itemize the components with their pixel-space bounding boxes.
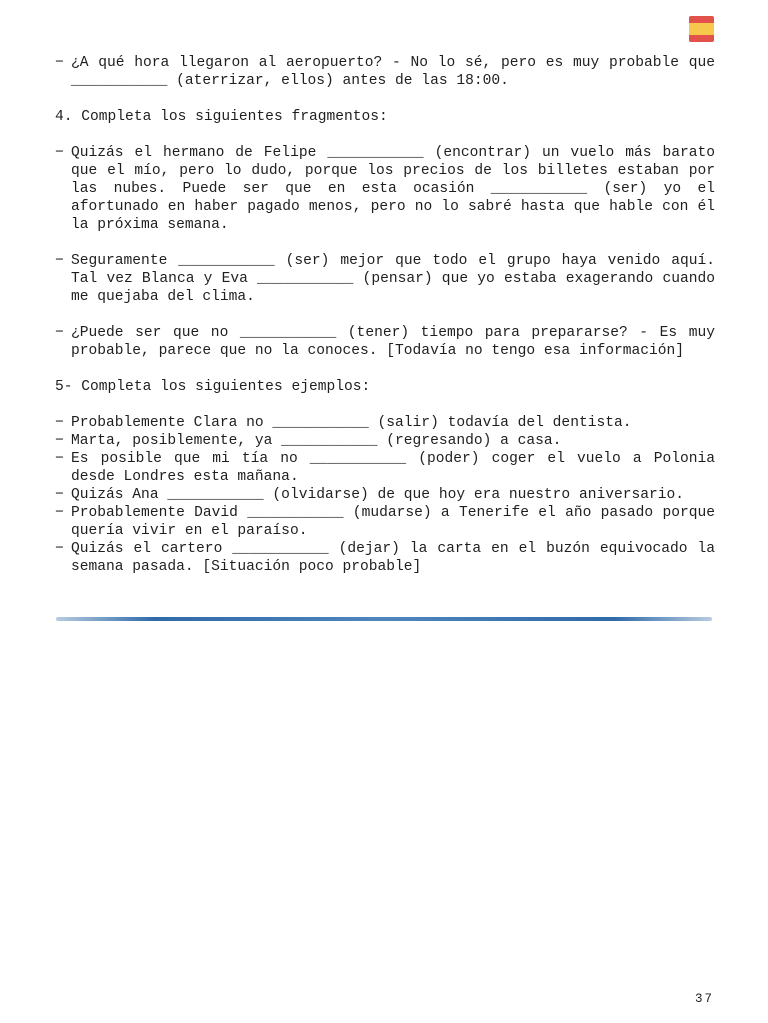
spacer — [55, 126, 715, 144]
section-5-heading: 5- Completa los siguientes ejemplos: — [55, 379, 371, 395]
bullet-dash: − — [55, 505, 64, 521]
exercise-item — [55, 486, 715, 504]
decorative-divider-rule — [56, 617, 712, 621]
exercise-text: Quizás el hermano de Felipe ___________ (encontrar) un vuelo más barato que el mío, pero lo dudo, porque los precios de los billetes estaban por las nubes. Puede ser que en esta ocasión ___________ (ser) yo el afortunado en haber pagado menos, pero no lo sabré hasta que hable con él la próxima semana. — [71, 145, 715, 233]
bullet-dash: − — [55, 541, 64, 557]
exercise-item — [55, 144, 715, 234]
logo-yellow-band — [689, 23, 714, 35]
bullet-dash: − — [55, 433, 64, 449]
section-4-heading: 4. Completa los siguientes fragmentos: — [55, 109, 388, 125]
bullet-dash: − — [55, 415, 64, 431]
exercise-text: ¿A qué hora llegaron al aeropuerto? - No lo sé, pero es muy probable que ___________ (aterrizar, ellos) antes de las 18:00. — [71, 55, 715, 89]
spacer — [55, 90, 715, 108]
bullet-dash: − — [55, 55, 64, 71]
exercise-item — [55, 252, 715, 306]
bullet-dash: − — [55, 487, 64, 503]
exercise-item — [55, 432, 715, 450]
exercise-text: Probablemente David ___________ (mudarse) a Tenerife el año pasado porque quería vivir en el paraíso. — [71, 505, 715, 539]
bullet-dash: − — [55, 325, 64, 341]
exercise-item — [55, 450, 715, 486]
bullet-dash: − — [55, 451, 64, 467]
spacer — [55, 360, 715, 378]
worksheet-content — [55, 54, 715, 576]
exercise-item — [55, 54, 715, 90]
exercise-text: Es posible que mi tía no ___________ (poder) coger el vuelo a Polonia desde Londres esta mañana. — [71, 451, 715, 485]
logo-red-band-bottom — [689, 35, 714, 42]
spacer — [55, 234, 715, 252]
exercise-text: Quizás Ana ___________ (olvidarse) de que hoy era nuestro aniversario. — [71, 487, 685, 503]
exercise-item — [55, 504, 715, 540]
exercise-text: Probablemente Clara no ___________ (salir) todavía del dentista. — [71, 415, 632, 431]
exercise-item — [55, 414, 715, 432]
exercise-item — [55, 540, 715, 576]
bullet-dash: − — [55, 145, 64, 161]
spanish-flag-logo-icon — [689, 16, 714, 42]
spacer — [55, 306, 715, 324]
bullet-dash: − — [55, 253, 64, 269]
page-number: 37 — [694, 992, 714, 1006]
exercise-text: Quizás el cartero ___________ (dejar) la carta en el buzón equivocado la semana pasada. [Situación poco probable] — [71, 541, 715, 575]
exercise-text: ¿Puede ser que no ___________ (tener) tiempo para prepararse? - Es muy probable, parece que no la conoces. [Todavía no tengo esa información] — [71, 325, 715, 359]
exercise-text: Marta, posiblemente, ya ___________ (regresando) a casa. — [71, 433, 562, 449]
exercise-text: Seguramente ___________ (ser) mejor que todo el grupo haya venido aquí. Tal vez Blanca y Eva ___________ (pensar) que yo estaba exagerando cuando me quejaba del clima. — [71, 253, 715, 305]
exercise-item — [55, 324, 715, 360]
logo-red-band-top — [689, 16, 714, 23]
spacer — [55, 396, 715, 414]
